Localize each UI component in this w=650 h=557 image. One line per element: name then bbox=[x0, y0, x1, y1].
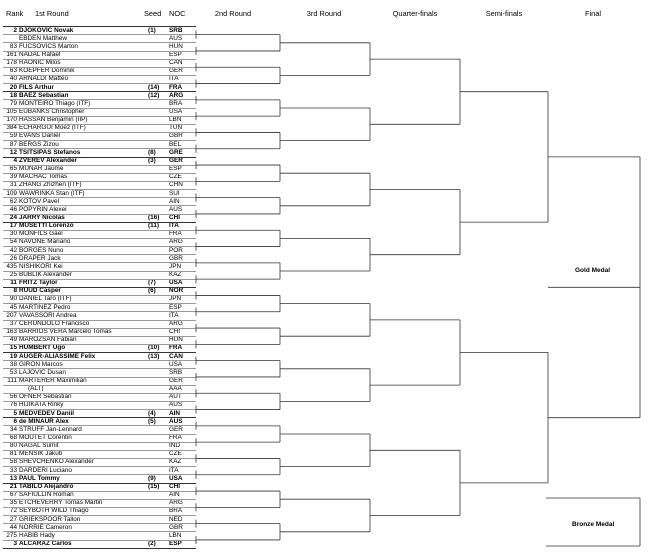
entry-player-name: EUBANKS Christopher bbox=[19, 108, 85, 115]
entry-player-name: SEYBOTH WILD Thiago bbox=[19, 507, 89, 515]
entry-seed: (10) bbox=[148, 344, 160, 352]
entry-player-name: MEDVEDEV Daniil bbox=[19, 409, 75, 417]
entry-noc: KAZ bbox=[169, 271, 182, 278]
entry-noc: HUN bbox=[169, 336, 183, 344]
header-first-round: 1st Round bbox=[35, 9, 69, 18]
entry-noc: CHN bbox=[169, 181, 183, 189]
entry-noc: AIN bbox=[169, 197, 180, 205]
entry-rank: 31 bbox=[9, 181, 17, 189]
entry-rank: 15 bbox=[9, 344, 17, 352]
entry-player-name: PAUL Tommy bbox=[19, 474, 60, 482]
entry-rank: 53 bbox=[9, 368, 17, 376]
entry-player-name: BERGS Zizou bbox=[19, 140, 59, 148]
entry-rank: 67 bbox=[9, 491, 17, 499]
entry-seed: (13) bbox=[148, 352, 160, 360]
header-quarter-finals: Quarter-finals bbox=[392, 9, 438, 18]
entry-rank: 18 bbox=[9, 91, 17, 99]
entry-seed: (2) bbox=[148, 539, 156, 547]
entry-player-name: GRIEKSPOOR Tallon bbox=[19, 515, 81, 523]
entry-seed: (4) bbox=[148, 409, 156, 417]
entry-rank: 170 bbox=[6, 116, 17, 124]
entry-seed: (9) bbox=[148, 474, 156, 482]
entry-noc: AAA bbox=[169, 385, 182, 393]
entry-player-name: SAFIULLIN Roman bbox=[19, 491, 74, 499]
entry-player-name: HABIB Hady bbox=[19, 531, 55, 539]
entry-noc: ARG bbox=[169, 238, 183, 246]
entry-noc: CZE bbox=[169, 450, 182, 458]
entry-player-name: MOUTET Corentin bbox=[19, 434, 72, 441]
entry-noc: CHI bbox=[169, 482, 181, 490]
entry-rank: 49 bbox=[9, 336, 17, 344]
entry-player-name: MUSETTI Lorenzo bbox=[19, 222, 74, 230]
entry-seed: (7) bbox=[148, 279, 156, 287]
header-second-round: 2nd Round bbox=[214, 9, 252, 18]
entry-noc: AUS bbox=[169, 205, 183, 213]
entry-player-name: HIJIKATA Rinky bbox=[19, 401, 64, 409]
entry-rank: 207 bbox=[6, 311, 17, 319]
entry-rank: 46 bbox=[9, 205, 17, 213]
entry-noc: ESP bbox=[169, 303, 182, 311]
entry-rank: 37 bbox=[9, 319, 17, 327]
entry-noc: BRA bbox=[169, 507, 183, 515]
entry-rank: 90 bbox=[9, 295, 17, 303]
entry-noc: FRA bbox=[169, 230, 182, 238]
entry-noc: FRA bbox=[169, 344, 183, 352]
entry-rank: 76 bbox=[9, 401, 17, 409]
entry-player-name: MARTERER Maximilian bbox=[19, 376, 87, 384]
entry-rank: 58 bbox=[9, 458, 17, 466]
entry-rank: 105 bbox=[6, 108, 17, 115]
entry-player-name: ECHARGUI Moez (ITF) bbox=[19, 124, 86, 132]
entry-player-name: JARRY Nicolas bbox=[19, 213, 65, 221]
entry-rank: 19 bbox=[9, 352, 17, 360]
entry-player-name: MONFILS Gael bbox=[19, 230, 63, 238]
entry-seed: (16) bbox=[148, 213, 160, 221]
entry-noc: JPN bbox=[169, 262, 182, 270]
entry-rank: 5 bbox=[13, 409, 17, 417]
entry-noc: CHI bbox=[169, 213, 181, 221]
entry-rank: 56 bbox=[9, 393, 17, 401]
entry-rank: 80 bbox=[9, 442, 17, 450]
entry-noc: USA bbox=[169, 474, 183, 482]
entry-rank: 81 bbox=[9, 450, 17, 458]
entry-rank: 38 bbox=[9, 360, 17, 368]
entry-noc: GER bbox=[169, 425, 183, 433]
entry-seed: (8) bbox=[148, 148, 156, 156]
entry-player-name: POPYRIN Alexei bbox=[19, 205, 67, 213]
entry-noc: ARG bbox=[169, 91, 184, 99]
entry-seed: (6) bbox=[148, 287, 156, 295]
entry-noc: ARG bbox=[169, 499, 183, 507]
entry-noc: GER bbox=[169, 156, 183, 164]
entry-player-name: MENSIK Jakub bbox=[19, 450, 63, 458]
entry-rank: 83 bbox=[9, 42, 17, 50]
entry-rank: 21 bbox=[9, 482, 17, 490]
entry-noc: ITA bbox=[169, 222, 179, 230]
entry-rank: 54 bbox=[9, 238, 17, 246]
entry-rank: 25 bbox=[9, 271, 17, 278]
entry-noc: SUI bbox=[169, 189, 180, 197]
entry-noc: LBN bbox=[169, 116, 182, 124]
entry-player-name: RUUD Casper bbox=[19, 287, 61, 295]
entry-noc: LBN bbox=[169, 531, 182, 539]
entry-rank: 8 bbox=[13, 287, 17, 295]
entry-player-name: KOTOV Pavel bbox=[19, 197, 60, 205]
entry-noc: GBR bbox=[169, 254, 183, 262]
entry-noc: CAN bbox=[169, 59, 183, 67]
entry-noc: AUS bbox=[169, 417, 183, 425]
entry-noc: ESP bbox=[169, 50, 182, 58]
entry-rank: 62 bbox=[9, 197, 17, 205]
entry-rank: 30 bbox=[9, 230, 17, 238]
entry-player-name: GIRON Marcos bbox=[19, 360, 63, 368]
entry-rank: 111 bbox=[7, 376, 17, 384]
gold-medal-label: Gold Medal bbox=[575, 267, 611, 274]
entry-player-name: MARTINEZ Pedro bbox=[19, 303, 71, 311]
entry-noc: USA bbox=[169, 360, 183, 368]
entry-seed: (14) bbox=[148, 83, 160, 91]
entry-seed: (1) bbox=[148, 26, 156, 34]
entry-player-name: ALCARAZ Carlos bbox=[19, 539, 72, 547]
entry-noc: AUT bbox=[169, 393, 182, 401]
entry-noc: FRA bbox=[169, 434, 182, 441]
entry-player-name: FUCSOVICS Marton bbox=[19, 42, 78, 50]
entry-noc: HUN bbox=[169, 42, 183, 50]
entry-noc: CZE bbox=[169, 173, 182, 181]
entry-rank: 68 bbox=[9, 434, 17, 441]
entry-player-name: HASSAN Benjamin (IIP) bbox=[19, 116, 88, 124]
entry-player-name: NAGAL Sumit bbox=[19, 442, 59, 450]
entry-rank: 63 bbox=[9, 67, 17, 75]
header-rank: Rank bbox=[6, 9, 24, 18]
header-final: Final bbox=[584, 9, 602, 18]
entry-noc: CHI bbox=[169, 328, 181, 336]
bronze-medal-label: Bronze Medal bbox=[572, 521, 615, 528]
entry-player-name: KOEPFER Dominik bbox=[19, 67, 75, 75]
entry-player-name: MONTEIRO Thiago (ITF) bbox=[19, 99, 91, 107]
entry-player-name: TABILO Alejandro bbox=[19, 482, 74, 490]
entry-player-name: NADAL Rafael bbox=[19, 50, 61, 58]
header-third-round: 3rd Round bbox=[306, 9, 342, 18]
entry-seed: (5) bbox=[148, 417, 156, 425]
entry-noc: POR bbox=[169, 246, 183, 254]
entry-player-name: MAROZSAN Fabian bbox=[19, 336, 77, 344]
entry-noc: IND bbox=[169, 442, 181, 450]
entry-rank: 384 bbox=[6, 124, 17, 132]
entry-rank: 27 bbox=[9, 515, 17, 523]
entry-seed: (12) bbox=[148, 91, 160, 99]
entry-rank: 72 bbox=[9, 507, 17, 515]
entry-rank: 35 bbox=[9, 499, 17, 507]
entry-noc: TUN bbox=[169, 124, 183, 132]
entry-rank: 3 bbox=[13, 539, 17, 547]
entry-player-name: NAVONE Mariano bbox=[19, 238, 71, 246]
header-semi-finals: Semi-finals bbox=[485, 9, 523, 18]
entry-player-name: CERUNDOLO Francisco bbox=[19, 319, 90, 327]
entry-noc: GER bbox=[169, 376, 183, 384]
entry-player-name: HUMBERT Ugo bbox=[19, 344, 66, 352]
entry-noc: ITA bbox=[169, 75, 179, 83]
entry-rank: 4 bbox=[13, 156, 17, 164]
entry-player-name: ARNALDI Matteo bbox=[19, 75, 69, 83]
entry-player-name: EVANS Daniel bbox=[19, 132, 61, 140]
entry-rank: 33 bbox=[9, 466, 17, 474]
entry-noc: GRE bbox=[169, 148, 183, 156]
entry-rank: 13 bbox=[9, 474, 17, 482]
entry-noc: JPN bbox=[169, 295, 182, 303]
entry-player-name: de MINAUR Alex bbox=[19, 417, 69, 425]
entry-rank: 42 bbox=[9, 246, 17, 254]
entry-noc: ESP bbox=[169, 165, 182, 173]
entry-player-name: (ALT) bbox=[28, 385, 44, 393]
entry-player-name: ZVEREV Alexander bbox=[19, 156, 78, 164]
entry-noc: USA bbox=[169, 279, 183, 287]
entry-noc: ITA bbox=[169, 466, 179, 474]
entry-rank: 26 bbox=[9, 254, 17, 262]
entry-rank: 39 bbox=[9, 173, 17, 181]
entry-noc: ESP bbox=[169, 539, 182, 547]
entry-player-name: BAEZ Sebastian bbox=[19, 91, 69, 99]
entry-noc: GBR bbox=[169, 523, 183, 531]
entry-player-name: RAONIC Milos bbox=[19, 59, 61, 67]
entry-noc: SRB bbox=[169, 26, 183, 34]
entry-player-name: MACHAC Tomas bbox=[19, 173, 68, 181]
entry-rank: 435 bbox=[6, 262, 17, 270]
entry-noc: AUS bbox=[169, 401, 183, 409]
entry-player-name: ETCHEVERRY Tomas Martin bbox=[19, 499, 103, 507]
entry-noc: AUS bbox=[169, 34, 183, 42]
entry-player-name: WAWRINKA Stan (ITF) bbox=[19, 189, 85, 197]
header-noc: NOC bbox=[169, 9, 186, 18]
entry-player-name: AUGER-ALIASSIME Felix bbox=[19, 352, 96, 360]
entry-rank: 109 bbox=[6, 189, 17, 197]
entry-rank: 87 bbox=[9, 140, 17, 148]
entry-player-name: DRAPER Jack bbox=[19, 254, 61, 262]
entry-rank: 12 bbox=[9, 148, 17, 156]
entry-player-name: SHEVCHENKO Alexander bbox=[19, 458, 94, 466]
entry-rank: 163 bbox=[6, 328, 17, 336]
entry-noc: FRA bbox=[169, 83, 183, 91]
entry-rank: 2 bbox=[13, 26, 17, 34]
entry-rank: 59 bbox=[9, 132, 17, 140]
entry-noc: NED bbox=[169, 515, 183, 523]
entry-player-name: DANIEL Taro (ITF) bbox=[19, 295, 72, 303]
entry-player-name: DARDERI Luciano bbox=[19, 466, 72, 474]
entry-player-name: BUBLIK Alexander bbox=[19, 271, 72, 278]
entry-noc: BRA bbox=[169, 99, 183, 107]
entry-player-name: OFNER Sebastian bbox=[19, 393, 72, 401]
entry-noc: CAN bbox=[169, 352, 183, 360]
header-seed: Seed bbox=[144, 9, 162, 18]
entry-rank: 79 bbox=[9, 99, 17, 107]
entry-player-name: ZHANG Zhizhen (ITF) bbox=[19, 181, 82, 189]
entry-rank: 45 bbox=[9, 303, 17, 311]
entry-player-name: LAJOVIC Dusan bbox=[19, 368, 66, 376]
entry-seed: (11) bbox=[148, 222, 160, 230]
entry-seed: (15) bbox=[148, 482, 160, 490]
entry-player-name: FILS Arthur bbox=[19, 83, 54, 91]
entry-noc: BEL bbox=[169, 140, 182, 148]
entry-rank: 34 bbox=[9, 425, 17, 433]
entry-rank: 65 bbox=[9, 165, 17, 173]
entry-noc: GER bbox=[169, 67, 183, 75]
entry-player-name: VAVASSORI Andrea bbox=[19, 311, 77, 319]
entry-player-name: BARRIOS VERA Marcelo Tomas bbox=[19, 328, 112, 336]
entry-player-name: STRUFF Jan-Lennard bbox=[19, 425, 82, 433]
entry-player-name: DJOKOVIC Novak bbox=[19, 26, 74, 34]
entry-noc: ARG bbox=[169, 319, 183, 327]
entry-noc: USA bbox=[169, 108, 183, 115]
entry-player-name: TSITSIPAS Stefanos bbox=[19, 148, 81, 156]
entry-noc: GBR bbox=[169, 132, 183, 140]
entry-noc: ITA bbox=[169, 311, 179, 319]
entry-noc: AIN bbox=[169, 409, 181, 417]
entry-seed: (3) bbox=[148, 156, 156, 164]
entry-rank: 6 bbox=[13, 417, 17, 425]
entry-rank: 161 bbox=[6, 50, 17, 58]
entry-rank: 24 bbox=[9, 213, 17, 221]
entry-rank: 11 bbox=[10, 279, 17, 287]
entry-rank: 44 bbox=[9, 523, 17, 531]
entry-player-name: NORRIE Cameron bbox=[19, 523, 72, 531]
entry-noc: KAZ bbox=[169, 458, 182, 466]
entry-rank: 17 bbox=[9, 222, 17, 230]
entry-rank: 178 bbox=[6, 59, 17, 67]
entry-player-name: MUNAR Jaume bbox=[19, 165, 64, 173]
entry-rank: 20 bbox=[9, 83, 17, 91]
entry-player-name: FRITZ Taylor bbox=[19, 279, 58, 287]
entry-player-name: EBDEN Matthew bbox=[19, 34, 67, 42]
entry-rank: 40 bbox=[9, 75, 17, 83]
entry-player-name: NISHIKORI Kei bbox=[19, 262, 63, 270]
entry-noc: NOR bbox=[169, 287, 184, 295]
entry-rank: 275 bbox=[6, 531, 17, 539]
entry-noc: SRB bbox=[169, 368, 183, 376]
entry-noc: AIN bbox=[169, 491, 180, 499]
entry-player-name: BORGES Nuno bbox=[19, 246, 64, 254]
